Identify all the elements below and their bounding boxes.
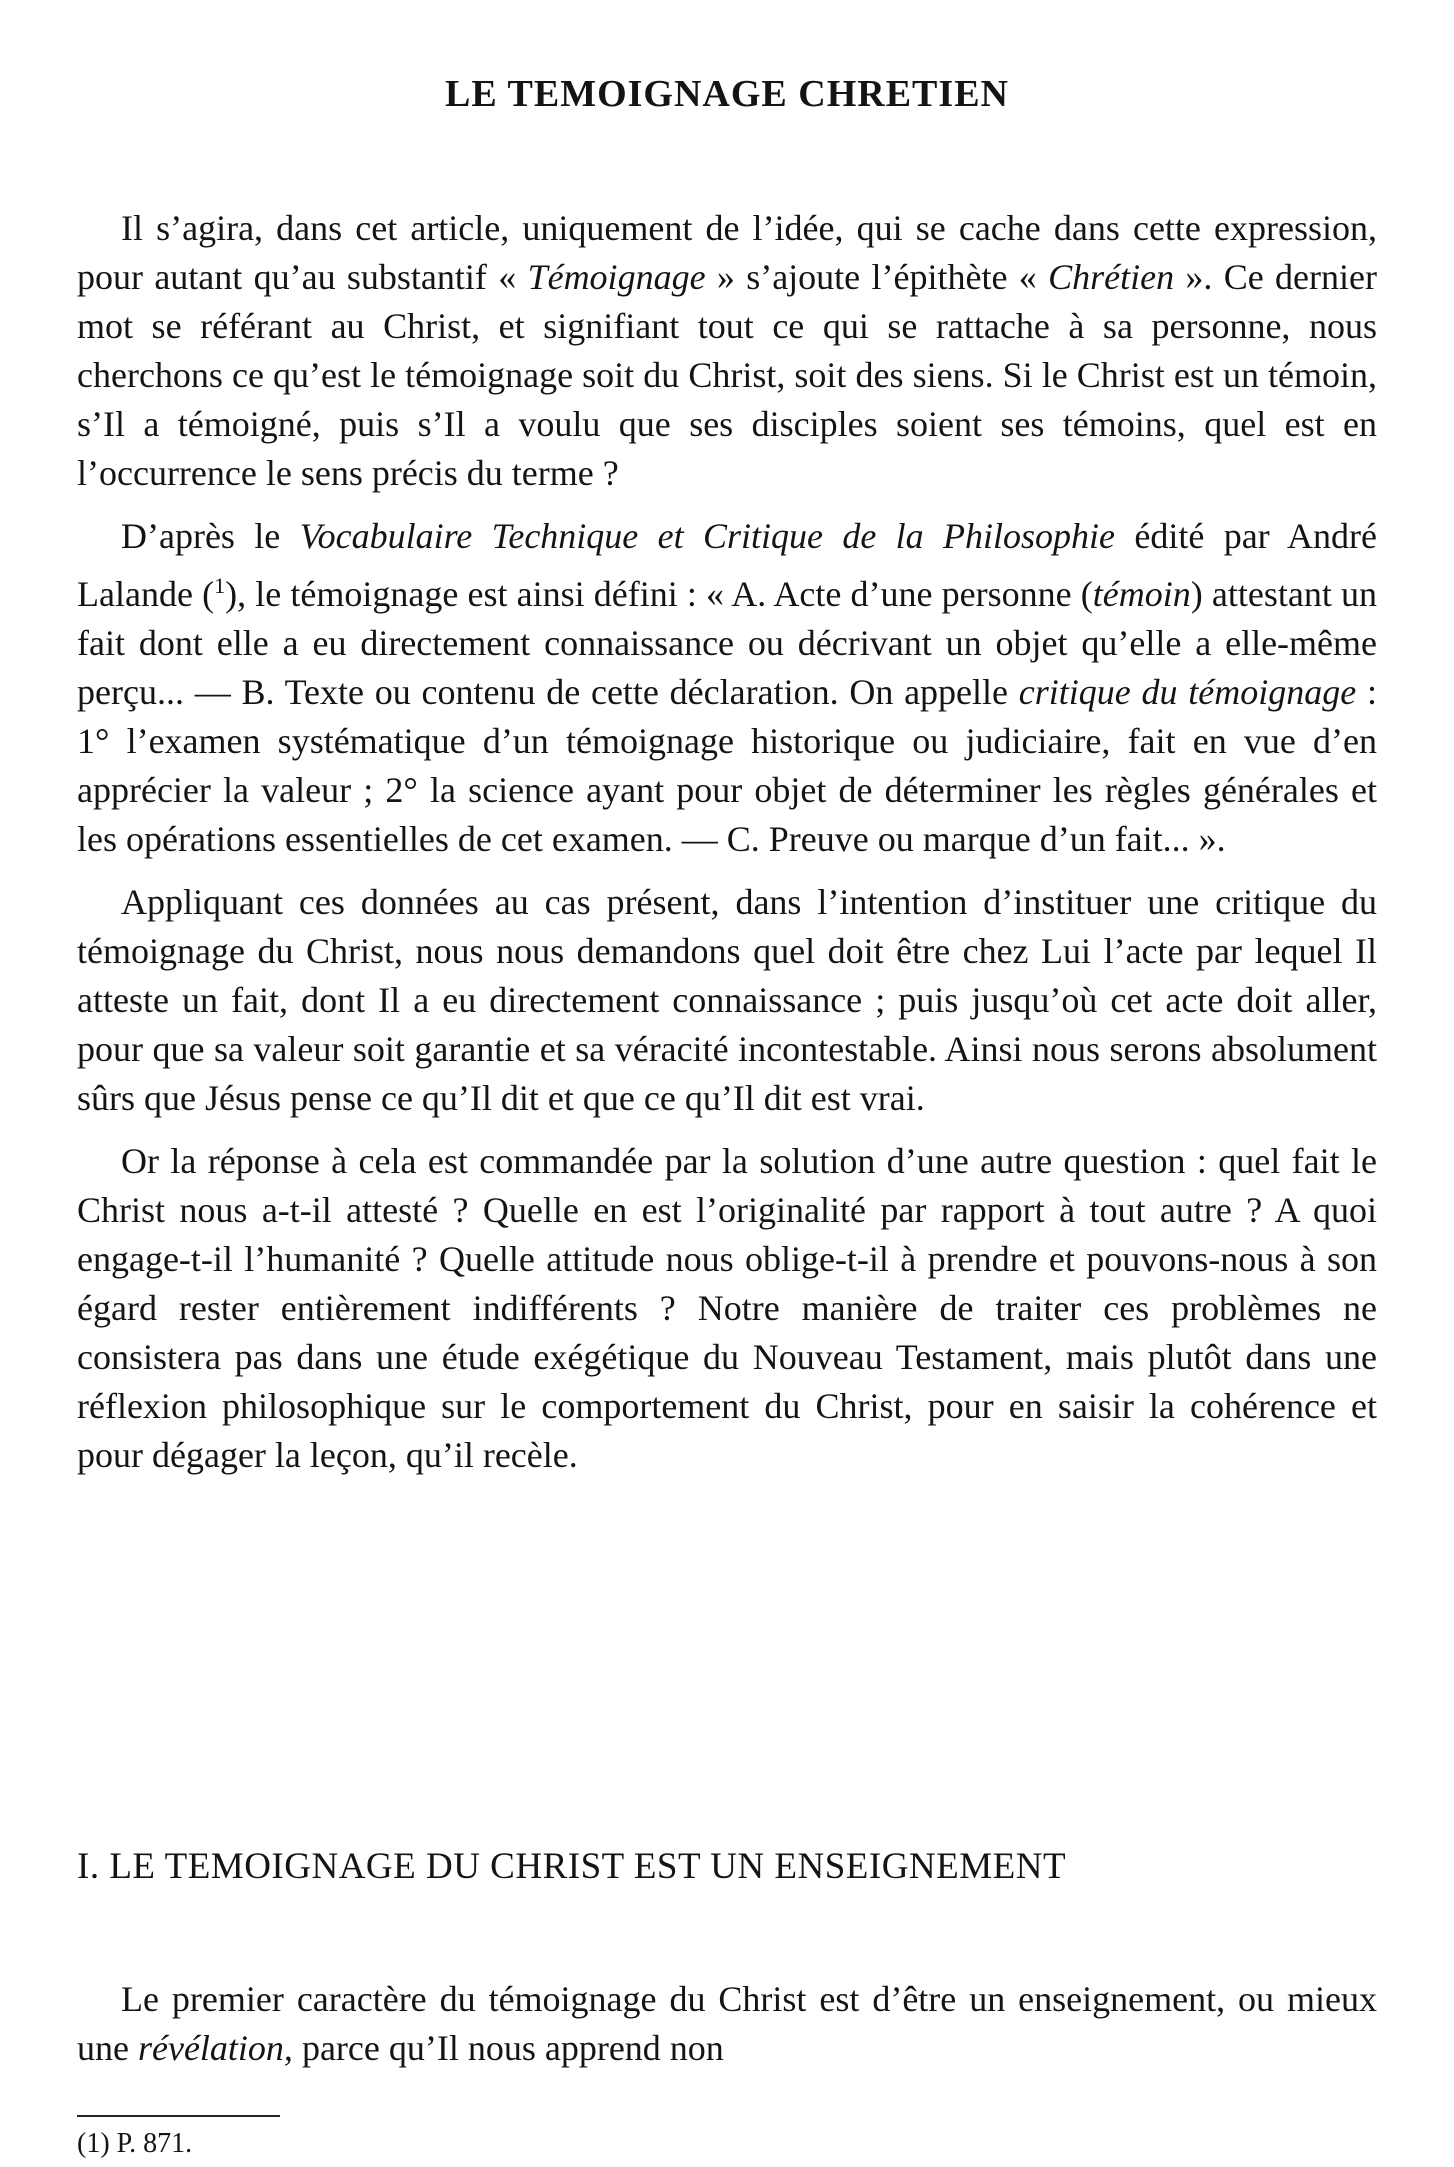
italic-span: Témoignage (527, 257, 706, 297)
paragraph-4: Or la réponse à cela est commandée par la solution d’une autre question : quel fait le Christ nous a-t-il attesté ? Quelle en est l’originalité par rapport à tout autre ? A quoi engage-t-il l’humanité ? Quelle attitude nous oblige-t-il à prendre et pouvons-nous à son égard rester entièrement indifférents ? Notre manière de traiter ces problèmes ne consistera pas dans une étude exégétique du Nouveau Testament, mais plutôt dans une réflexion philosophique sur le comportement du Christ, pour en saisir la cohérence et pour dégager la leçon, qu’il recèle. (77, 1141, 1377, 1475)
paragraph-1: Il s’agira, dans cet article, uniquement de l’idée, qui se cache dans cette expression, pour autant qu’au substantif « Témoignage » s’ajoute l’épithète « Chrétien ». Ce dernier mot se référant au Christ, et signifiant tout ce qui se rattache à sa personne, nous cherchons ce qu’est le témoignage soit du Christ, soit des siens. Si le Christ est un témoin, s’Il a témoigné, puis s’Il a voulu que ses disciples soient ses témoins, quel est en l’occurrence le sens précis du terme ? (77, 208, 1377, 493)
article-title: LE TEMOIGNAGE CHRETIEN (445, 73, 1009, 115)
footnote-reference: 1 (214, 573, 226, 598)
footnote-rule (77, 2115, 280, 2117)
italic-span: Vocabulaire Technique et Critique de la Philosophie (299, 516, 1116, 556)
italic-span: témoin (1092, 574, 1191, 614)
section-paragraph: Le premier caractère du témoignage du Christ est d’être un enseignement, ou mieux une révélation, parce qu’Il nous apprend non (77, 1979, 1377, 2068)
section-text (77, 1975, 1377, 2087)
intro-text (77, 204, 1377, 1494)
footnote: (1) P. 871. (77, 2128, 193, 2159)
section-heading: I. LE TEMOIGNAGE DU CHRIST EST UN ENSEIGNEMENT (77, 1846, 1067, 1887)
italic-span: critique du témoignage (1018, 672, 1357, 712)
paragraph-2: D’après le Vocabulaire Technique et Critique de la Philosophie édité par André Lalande ($^1$), le témoignage est ainsi défini : « A. Acte d’une personne (témoin) attestant un fait dont elle a eu directement connaissance ou décrivant un objet qu’elle a elle-même perçu... — B. Texte ou contenu de cette déclaration. On appelle critique du témoignage : 1° l’examen systématique d’un témoignage historique ou judiciaire, fait en vue d’en apprécier la valeur ; 2° la science ayant pour objet de déterminer les règles générales et les opérations essentielles de cet examen. — C. Preuve ou marque d’un fait... ». (77, 516, 1378, 859)
italic-span: Chrétien (1048, 257, 1175, 297)
italic-span: révélation, (137, 2028, 293, 2068)
paragraph-3: Appliquant ces données au cas présent, dans l’intention d’instituer une critique du témoignage du Christ, nous nous demandons quel doit être chez Lui l’acte par lequel Il atteste un fait, dont Il a eu directement connaissance ; puis jusqu’où cet acte doit aller, pour que sa valeur soit garantie et sa véracité incontestable. Ainsi nous serons absolument sûrs que Jésus pense ce qu’Il dit et que ce qu’Il dit est vrai. (77, 882, 1377, 1118)
